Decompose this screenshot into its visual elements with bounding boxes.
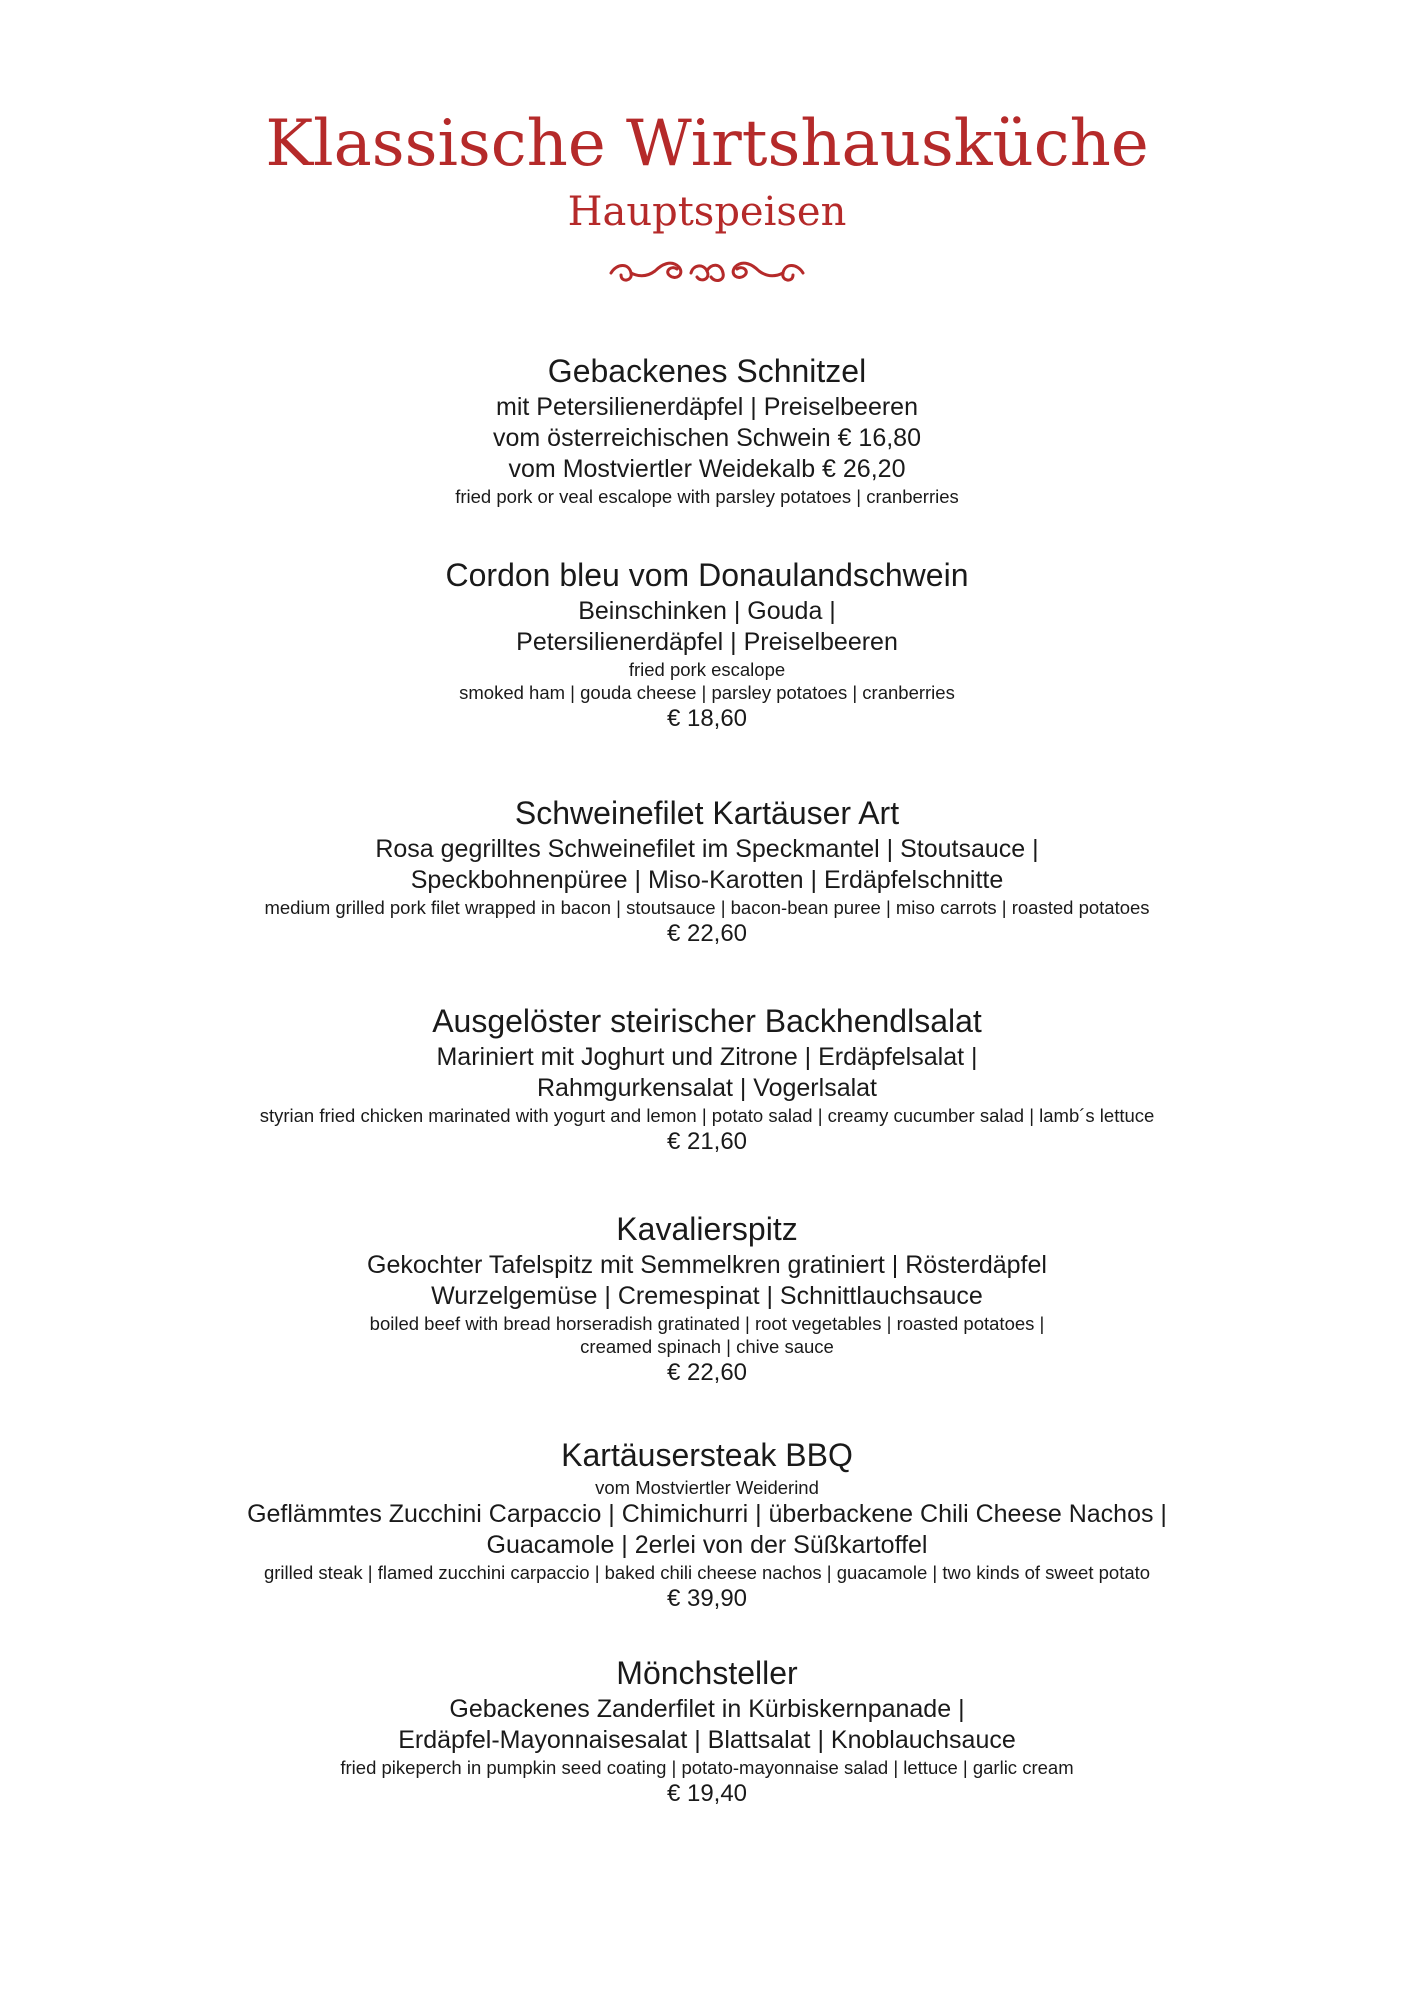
dish-description: Speckbohnenpüree | Miso-Karotten | Erdäpfelschnitte bbox=[410, 866, 1004, 894]
dish-name: Kavalierspitz bbox=[616, 1211, 798, 1247]
dish-description: Geflämmtes Zucchini Carpaccio | Chimichurri | überbackene Chili Cheese Nachos | bbox=[247, 1500, 1167, 1528]
dish-description-english: medium grilled pork filet wrapped in bacon | stoutsauce | bacon-bean puree | miso carrots | roasted potatoes bbox=[264, 897, 1150, 918]
menu-item bbox=[0, 794, 1414, 949]
menu-item bbox=[0, 1002, 1414, 1157]
dish-description: Guacamole | 2erlei von der Süßkartoffel bbox=[486, 1531, 928, 1559]
dish-price: € 22,60 bbox=[666, 1359, 748, 1386]
menu-item bbox=[0, 1210, 1414, 1388]
dish-price: € 19,40 bbox=[666, 1780, 748, 1807]
dish-description-english: boiled beef with bread horseradish gratinated | root vegetables | roasted potatoes | bbox=[369, 1313, 1045, 1334]
dish-price: € 22,60 bbox=[666, 920, 748, 947]
menu-item bbox=[0, 1436, 1414, 1614]
ornament-divider-icon bbox=[607, 253, 807, 287]
menu-header bbox=[0, 105, 1414, 287]
menu-item bbox=[0, 556, 1414, 734]
dish-description: Beinschinken | Gouda | bbox=[578, 597, 836, 625]
dish-price: € 39,90 bbox=[666, 1585, 748, 1612]
dish-description: Erdäpfel-Mayonnaisesalat | Blattsalat | Knoblauchsauce bbox=[398, 1726, 1016, 1754]
dish-description: Wurzelgemüse | Cremespinat | Schnittlauchsauce bbox=[431, 1282, 983, 1310]
dish-description: vom österreichischen Schwein € 16,80 bbox=[492, 424, 921, 452]
dish-description: Rahmgurkensalat | Vogerlsalat bbox=[536, 1074, 877, 1102]
dish-name: Cordon bleu vom Donaulandschwein bbox=[445, 557, 969, 593]
page-title: Klassische Wirtshausküche bbox=[265, 107, 1149, 181]
dish-name: Kartäusersteak BBQ bbox=[561, 1437, 853, 1473]
dish-description: Mariniert mit Joghurt und Zitrone | Erdäpfelsalat | bbox=[436, 1043, 978, 1071]
dish-description-english: creamed spinach | chive sauce bbox=[580, 1336, 834, 1357]
dish-description-english: smoked ham | gouda cheese | parsley potatoes | cranberries bbox=[459, 682, 955, 703]
dish-description: mit Petersilienerdäpfel | Preiselbeeren bbox=[496, 393, 918, 421]
section-subtitle: Hauptspeisen bbox=[567, 189, 847, 235]
dish-description-english: grilled steak | flamed zucchini carpaccio | baked chili cheese nachos | guacamole | two kinds of sweet potato bbox=[263, 1562, 1151, 1583]
dish-price: € 21,60 bbox=[666, 1128, 748, 1155]
dish-price: € 18,60 bbox=[666, 705, 748, 732]
dish-name: Gebackenes Schnitzel bbox=[547, 353, 867, 389]
dish-name: Ausgelöster steirischer Backhendlsalat bbox=[432, 1003, 982, 1039]
dish-description: vom Mostviertler Weidekalb € 26,20 bbox=[508, 455, 906, 483]
dish-description-english: fried pork or veal escalope with parsley potatoes | cranberries bbox=[455, 486, 959, 507]
dish-description: Gebackenes Zanderfilet in Kürbiskernpanade | bbox=[449, 1695, 965, 1723]
dish-description: Rosa gegrilltes Schweinefilet im Speckmantel | Stoutsauce | bbox=[375, 835, 1039, 863]
dish-description: Petersilienerdäpfel | Preiselbeeren bbox=[516, 628, 898, 656]
dish-description-english: fried pikeperch in pumpkin seed coating | potato-mayonnaise salad | lettuce | garlic cream bbox=[340, 1757, 1074, 1778]
dish-name: Mönchsteller bbox=[616, 1655, 798, 1691]
dish-description: Gekochter Tafelspitz mit Semmelkren gratiniert | Rösterdäpfel bbox=[367, 1251, 1047, 1279]
dish-description-english: styrian fried chicken marinated with yogurt and lemon | potato salad | creamy cucumber salad | lamb´s lettuce bbox=[259, 1105, 1155, 1126]
dish-description-english: vom Mostviertler Weiderind bbox=[595, 1477, 819, 1498]
dish-name: Schweinefilet Kartäuser Art bbox=[514, 795, 900, 831]
dish-description-english: fried pork escalope bbox=[628, 659, 786, 680]
menu-item bbox=[0, 1654, 1414, 1809]
menu-item bbox=[0, 352, 1414, 508]
